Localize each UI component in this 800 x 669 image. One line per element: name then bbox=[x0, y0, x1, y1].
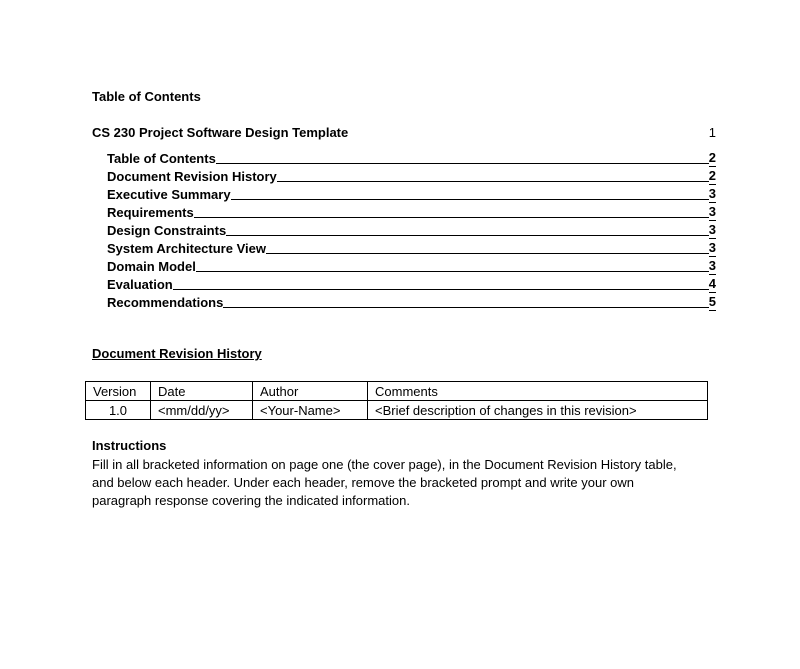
toc-leader-line bbox=[196, 270, 709, 272]
toc-title: Table of Contents bbox=[92, 89, 201, 104]
toc-entry-page: 3 bbox=[708, 204, 716, 219]
toc-entry-page: 5 bbox=[708, 294, 716, 309]
toc-leader-line bbox=[173, 288, 709, 290]
toc-leader-line bbox=[266, 252, 709, 254]
toc-entry-page: 3 bbox=[708, 240, 716, 255]
toc-entry-table-of-contents[interactable] bbox=[107, 149, 716, 167]
toc-entry-label: Document Revision History bbox=[107, 169, 277, 184]
toc-main-entry-label: CS 230 Project Software Design Template bbox=[92, 125, 349, 140]
toc-leader-line bbox=[223, 306, 708, 308]
toc-leader-line bbox=[226, 234, 709, 236]
column-header-author: Author bbox=[253, 382, 368, 401]
toc-entry-page: 3 bbox=[708, 258, 716, 273]
toc-leader-line bbox=[277, 180, 709, 182]
revision-history-heading: Document Revision History bbox=[92, 346, 262, 361]
cell-date[interactable]: <mm/dd/yy> bbox=[151, 401, 253, 420]
cell-version[interactable]: 1.0 bbox=[86, 401, 151, 420]
toc-entry-requirements[interactable] bbox=[107, 203, 716, 221]
column-header-date: Date bbox=[151, 382, 253, 401]
instructions-line: Fill in all bracketed information on page one (the cover page), in the Document Revision History table, bbox=[92, 457, 677, 472]
toc-leader-line bbox=[231, 198, 709, 200]
toc-entry-executive-summary[interactable] bbox=[107, 185, 716, 203]
revision-history-table bbox=[85, 381, 708, 420]
instructions-line: and below each header. Under each header, remove the bracketed prompt and write your own bbox=[92, 475, 635, 490]
instructions-heading: Instructions bbox=[92, 438, 167, 453]
toc-entry-label: Evaluation bbox=[107, 277, 173, 292]
cell-comments[interactable]: <Brief description of changes in this revision> bbox=[368, 401, 708, 420]
column-header-version: Version bbox=[86, 382, 151, 401]
toc-entry-domain-model[interactable] bbox=[107, 257, 716, 275]
toc-entry-evaluation[interactable] bbox=[107, 275, 716, 293]
table-header-row bbox=[86, 382, 708, 401]
instructions-line: paragraph response covering the indicated information. bbox=[92, 493, 410, 508]
toc-entry-label: Executive Summary bbox=[107, 187, 231, 202]
toc-entry-page: 2 bbox=[708, 168, 716, 183]
toc-main-entry[interactable] bbox=[92, 125, 716, 141]
cell-author[interactable]: <Your-Name> bbox=[253, 401, 368, 420]
toc-entry-label: Requirements bbox=[107, 205, 194, 220]
toc-leader-line bbox=[194, 216, 709, 218]
column-header-comments: Comments bbox=[368, 382, 708, 401]
toc-list bbox=[107, 149, 716, 311]
toc-entry-page: 2 bbox=[708, 150, 716, 165]
instructions-paragraph bbox=[92, 456, 732, 510]
toc-entry-design-constraints[interactable] bbox=[107, 221, 716, 239]
toc-main-entry-page: 1 bbox=[708, 125, 716, 140]
toc-entry-label: Recommendations bbox=[107, 295, 224, 310]
toc-entry-page: 3 bbox=[708, 186, 716, 201]
table-row bbox=[86, 401, 708, 420]
toc-entry-page: 4 bbox=[708, 276, 716, 291]
toc-entry-label: Domain Model bbox=[107, 259, 196, 274]
toc-entry-label: Table of Contents bbox=[107, 151, 216, 166]
toc-entry-recommendations[interactable] bbox=[107, 293, 716, 311]
toc-entry-page: 3 bbox=[708, 222, 716, 237]
toc-entry-document-revision-history[interactable] bbox=[107, 167, 716, 185]
toc-entry-label: Design Constraints bbox=[107, 223, 227, 238]
toc-entry-label: System Architecture View bbox=[107, 241, 266, 256]
toc-leader-line bbox=[216, 162, 709, 164]
toc-entry-system-architecture-view[interactable] bbox=[107, 239, 716, 257]
